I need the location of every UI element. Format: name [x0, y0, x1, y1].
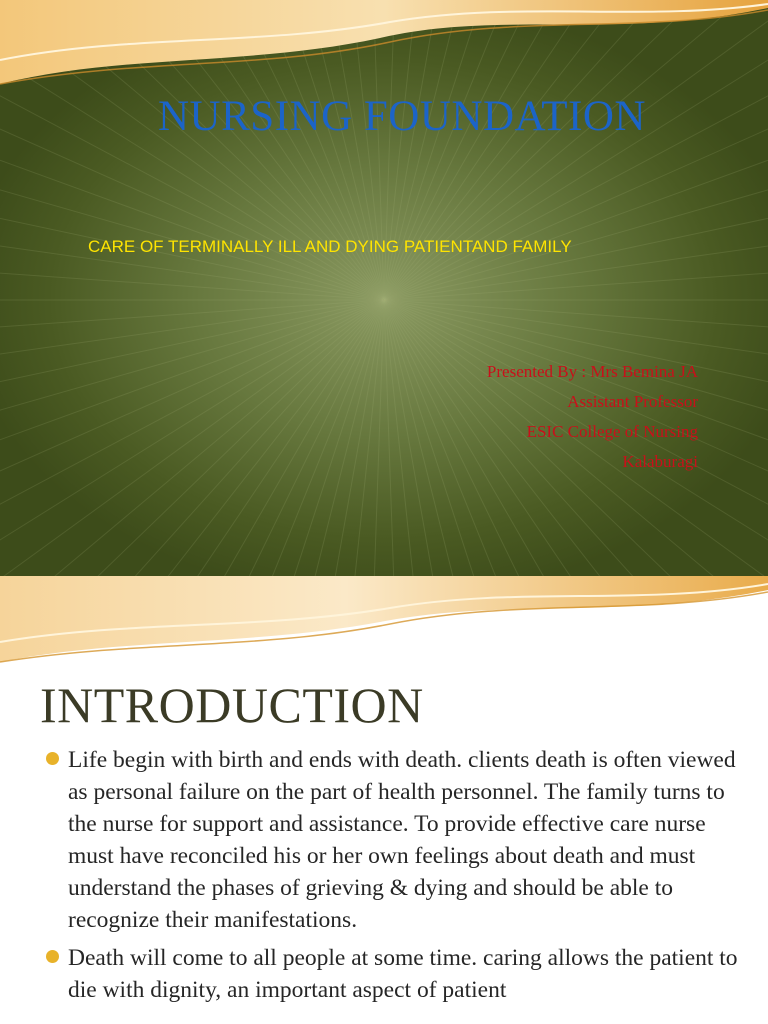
bullet-dot-icon	[46, 950, 59, 963]
presenter-block	[487, 357, 698, 477]
presenter-name: Presented By : Mrs Bemina JA	[486, 362, 698, 381]
slide-subtitle: CARE OF TERMINALLY ILL AND DYING PATIENTAND FAMILY	[88, 237, 572, 256]
bullet-text: Death will come to all people at some time. caring allows the patient to die with dignity, an important aspect of patient	[68, 945, 738, 1003]
top-wave-decoration	[0, 576, 768, 666]
bullet-text: Life begin with birth and ends with death. clients death is often viewed as personal failure on the part of health personnel. The family turns to the nurse for support and assistance. To provide effective care nurse must have reconciled his or her own feelings about death and must understand the phases of grieving & dying and should be able to recognize their manifestations.	[68, 747, 736, 933]
bullet-dot-icon	[46, 752, 59, 765]
bullet-list	[44, 744, 744, 1012]
presenter-designation: Assistant Professor	[567, 392, 698, 411]
presenter-institution: ESIC College of Nursing	[526, 422, 698, 441]
slide-title: INTRODUCTION	[40, 677, 424, 733]
presenter-location: Kalaburagi	[622, 452, 698, 471]
list-item	[44, 744, 744, 936]
slide-title: NURSING FOUNDATION	[158, 93, 646, 140]
list-item	[44, 942, 744, 1006]
